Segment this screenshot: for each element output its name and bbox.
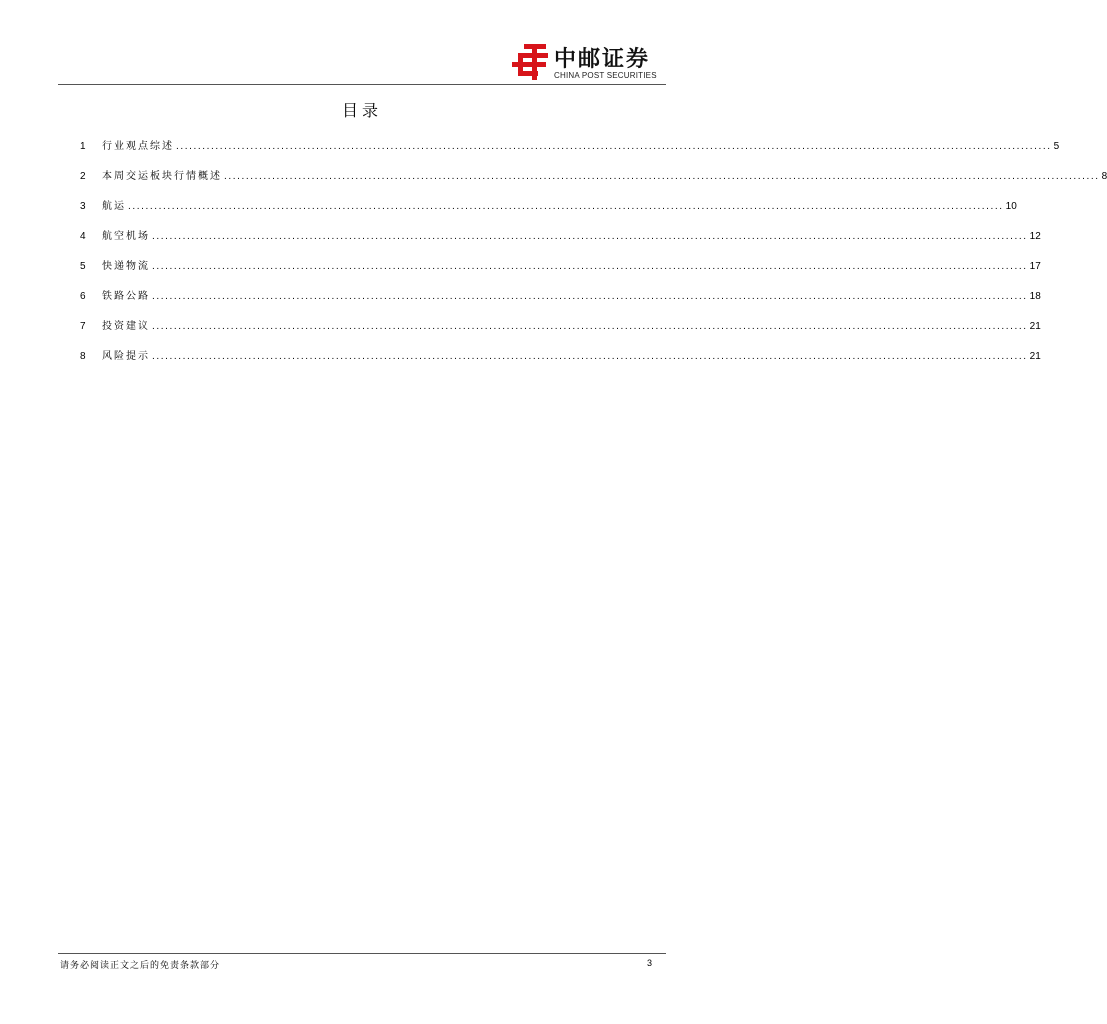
toc-entry-label: 航运 [102,201,126,212]
toc-entry-page: 17 [1029,261,1041,272]
toc-entry-page: 21 [1029,351,1041,362]
toc-entry-number: 8 [80,351,86,362]
toc-entry-number: 3 [80,201,86,212]
toc-leader-dots: ........................................................................................................................................................................................................ [152,261,1028,272]
toc-entry-label: 投资建议 [102,321,150,332]
page-header [58,38,666,85]
toc-entry-page: 12 [1029,231,1041,242]
toc-entry-page: 5 [1053,141,1060,152]
toc-entry[interactable] [80,170,1107,200]
toc-entry-label: 航空机场 [102,231,150,242]
toc-entry[interactable] [80,260,1041,290]
toc-leader-dots: ........................................................................................................................................................................................................ [224,171,1100,182]
table-of-contents [80,140,1107,380]
toc-entry-number: 6 [80,291,86,302]
toc-entry-label: 行业观点综述 [102,141,174,152]
page-number: 3 [646,958,652,968]
toc-entry[interactable] [80,230,1041,260]
logo-chinese-name: 中邮证券 [554,47,651,72]
toc-leader-dots: ........................................................................................................................................................................................................ [152,351,1028,362]
toc-entry-page: 21 [1029,321,1041,332]
disclaimer-note: 请务必阅读正文之后的免责条款部分 [60,961,221,971]
toc-entry-number: 1 [80,141,86,152]
toc-entry-number: 4 [80,231,86,242]
toc-entry[interactable] [80,290,1041,320]
toc-entry-page: 8 [1101,171,1107,182]
toc-entry-label: 风险提示 [102,351,150,362]
china-post-logo-icon [510,42,550,82]
toc-entry-page: 18 [1029,291,1041,302]
toc-entry[interactable] [80,140,1060,170]
toc-entry[interactable] [80,320,1041,350]
logo-english-name: CHINA POST SECURITIES [554,71,657,80]
toc-entry-label: 铁路公路 [102,291,150,302]
toc-entry-number: 2 [80,171,86,182]
company-logo [510,42,666,82]
toc-entry-number: 5 [80,261,86,272]
toc-leader-dots: ........................................................................................................................................................................................................ [152,321,1028,332]
page-footer [58,953,666,974]
toc-leader-dots: ........................................................................................................................................................................................................ [152,231,1028,242]
toc-entry-label: 本周交运板块行情概述 [102,171,222,182]
toc-entry-number: 7 [80,321,86,332]
toc-entry[interactable] [80,350,1041,380]
toc-entry[interactable] [80,200,1017,230]
toc-leader-dots: ........................................................................................................................................................................................................ [128,201,1004,212]
toc-entry-label: 快递物流 [102,261,150,272]
toc-entry-page: 10 [1005,201,1017,212]
toc-leader-dots: ........................................................................................................................................................................................................ [152,291,1028,302]
toc-title: 目录 [341,101,382,120]
toc-leader-dots: ........................................................................................................................................................................................................ [176,141,1052,152]
